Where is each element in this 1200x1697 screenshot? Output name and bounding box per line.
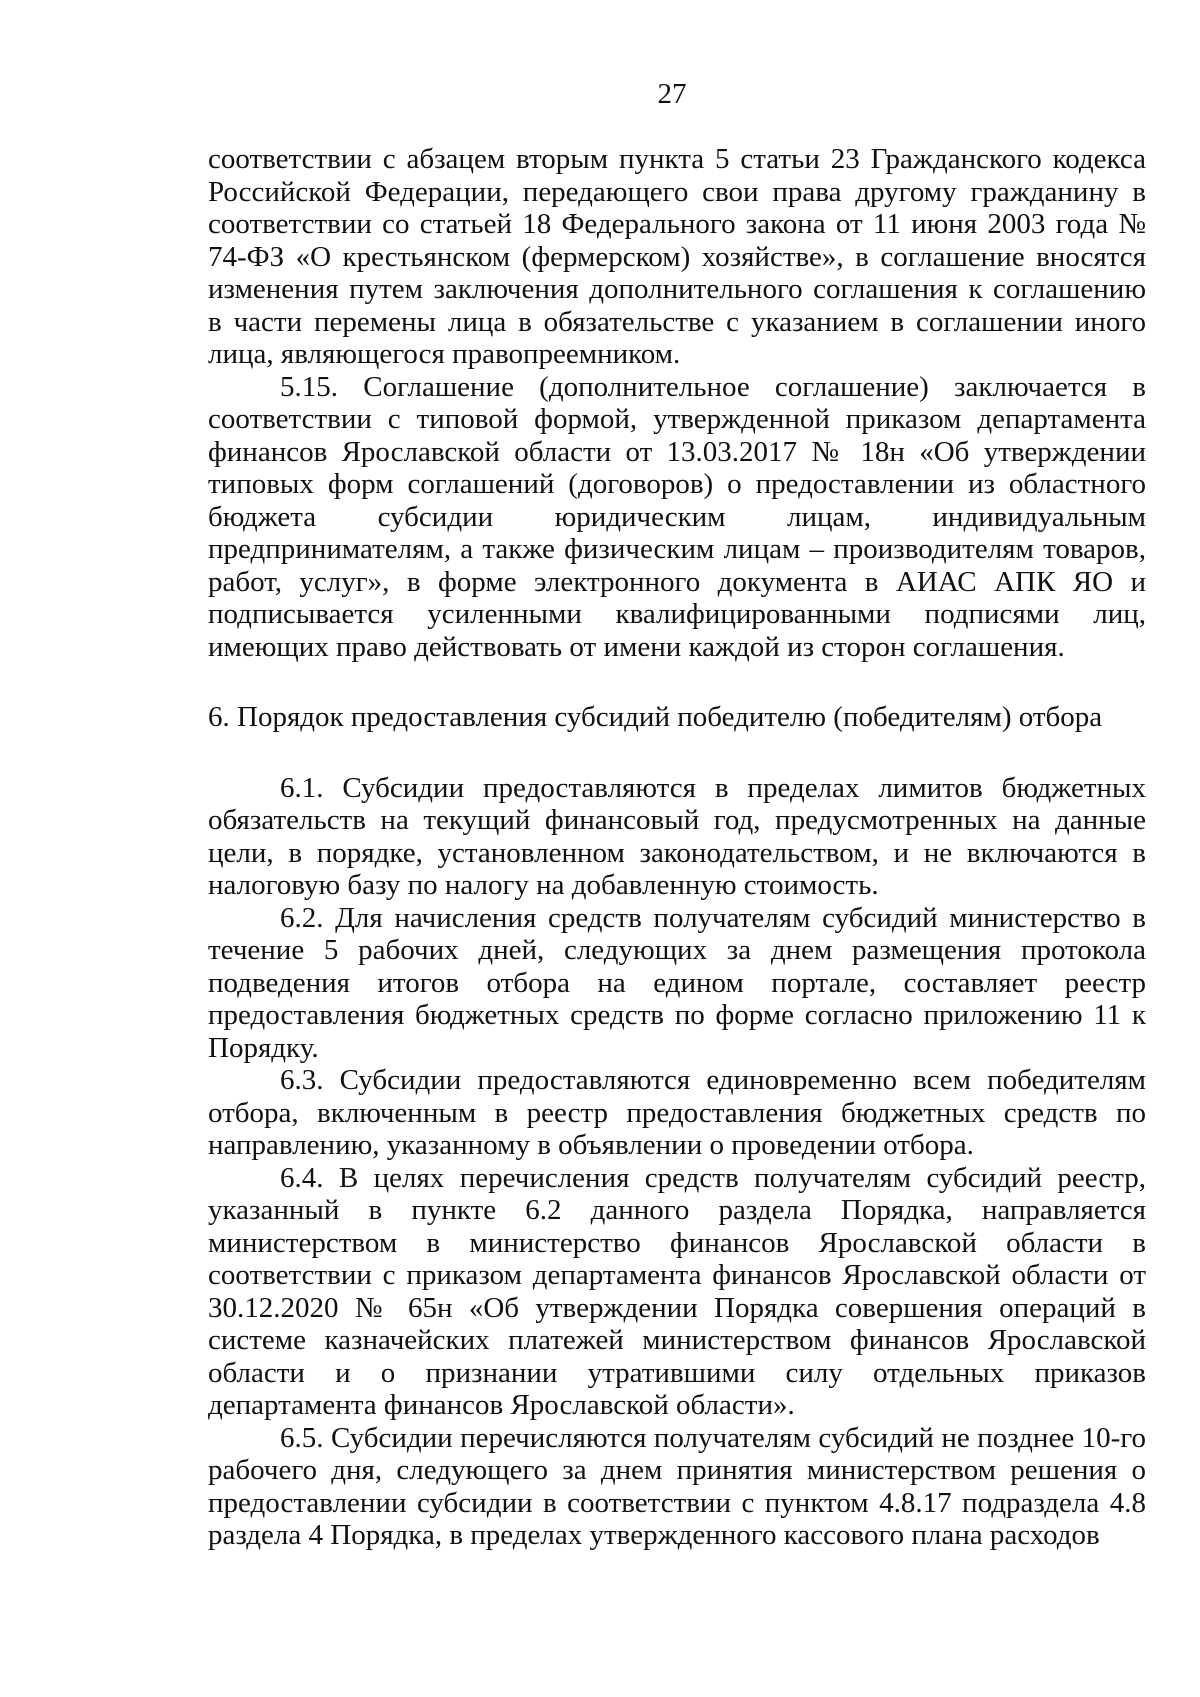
paragraph-continuation: соответствии с абзацем вторым пункта 5 статьи 23 Гражданского кодекса Российской Федерации, передающего свои права другому гражданину в соответствии со статьей 18 Федерального закона от 11 июня 2003 года № 74-ФЗ «О крестьянском (фермерском) хозяйстве», в соглашение вносятся изменения путем заключения дополнительного соглашения к соглашению в части перемены лица в обязательстве с указанием в соглашении иного лица, являющегося правопреемником. xyxy=(208,143,1146,370)
page-number: 27 xyxy=(657,78,687,110)
paragraph-5-15: 5.15. Соглашение (дополнительное соглашение) заключается в соответствии с типовой формой, утвержденной приказом департамента финансов Ярославской области от 13.03.2017 № 18н «Об утверждении типовых форм соглашений (договоров) о предоставлении из областного бюджета субсидии юридическим лицам, индивидуальным предпринимателям, а также физическим лицам – производителям товаров, работ, услуг», в форме электронного документа в АИАС АПК ЯО и подписывается усиленными квалифицированными подписями лиц, имеющих право действовать от имени каждой из сторон соглашения. xyxy=(208,370,1146,663)
document-body xyxy=(208,143,1146,1552)
paragraph-6-5: 6.5. Субсидии перечисляются получателям субсидий не позднее 10-го рабочего дня, следующего за днем принятия министерством решения о предоставлении субсидии в соответствии с пунктом 4.8.17 подраздела 4.8 раздела 4 Порядка, в пределах утвержденного кассового плана расходов xyxy=(208,1421,1146,1551)
paragraph-6-4: 6.4. В целях перечисления средств получателям субсидий реестр, указанный в пункте 6.2 данного раздела Порядка, направляется министерством в министерство финансов Ярославской области в соответствии с приказом департамента финансов Ярославской области от 30.12.2020 № 65н «Об утверждении Порядка совершения операций в системе казначейских платежей министерством финансов Ярославской области и о признании утратившими силу отдельных приказов департамента финансов Ярославской области». xyxy=(208,1161,1146,1421)
paragraph-6-1: 6.1. Субсидии предоставляются в пределах лимитов бюджетных обязательств на текущий финансовый год, предусмотренных на данные цели, в порядке, установленном законодательством, и не включаются в налоговую базу по налогу на добавленную стоимость. xyxy=(208,771,1146,901)
paragraph-6-3: 6.3. Субсидии предоставляются единовременно всем победителям отбора, включенным в реестр предоставления бюджетных средств по направлению, указанному в объявлении о проведении отбора. xyxy=(208,1064,1146,1161)
section-6-heading: 6. Порядок предоставления субсидий победителю (победителям) отбора xyxy=(208,701,1103,733)
paragraph-6-2: 6.2. Для начисления средств получателям субсидий министерство в течение 5 рабочих дней, следующих за днем размещения протокола подведения итогов отбора на едином портале, составляет реестр предоставления бюджетных средств по форме согласно приложению 11 к Порядку. xyxy=(208,901,1146,1064)
